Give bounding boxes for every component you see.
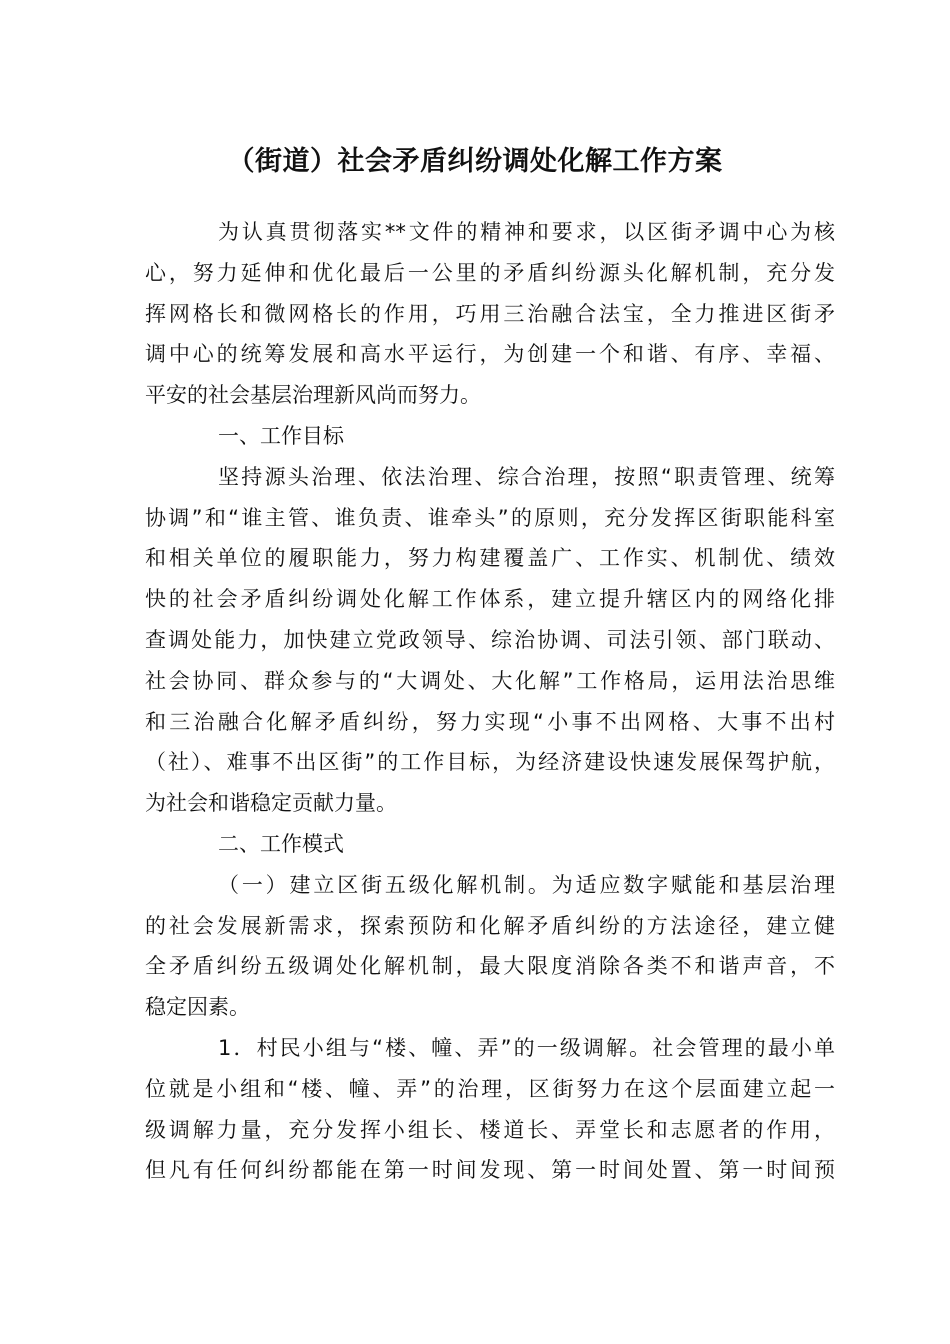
document-title: （街道）社会矛盾纠纷调处化解工作方案 [227, 146, 723, 177]
paragraph-line: 快的社会矛盾纠纷调处化解工作体系，建立提升辖区内的网络化排 [145, 587, 835, 612]
paragraph-line: 坚持源头治理、依法治理、综合治理，按照“职责管理、统筹 [218, 464, 835, 489]
paragraph-line: （社）、难事不出区街”的工作目标，为经济建设快速发展保驾护航， [145, 750, 835, 775]
paragraph-line: 协调”和“谁主管、谁负责、谁牵头”的原则，充分发挥区街职能科室 [145, 505, 835, 530]
paragraph-line: 查调处能力，加快建立党政领导、综治协调、司法引领、部门联动、 [145, 627, 835, 652]
paragraph-line: 稳定因素。 [145, 995, 250, 1020]
paragraph-line: 但凡有任何纠纷都能在第一时间发现、第一时间处置、第一时间预 [145, 1158, 835, 1183]
paragraph-line: 和三治融合化解矛盾纠纷，努力实现“小事不出网格、大事不出村 [145, 709, 835, 734]
paragraph-line: 社会协同、群众参与的“大调处、大化解”工作格局，运用法治思维 [145, 668, 835, 693]
paragraph-line: 挥网格长和微网格长的作用，巧用三治融合法宝，全力推进区街矛 [145, 301, 835, 326]
paragraph-line: 1．村民小组与“楼、幢、弄”的一级调解。社会管理的最小单 [218, 1035, 835, 1060]
paragraph-line: 级调解力量，充分发挥小组长、楼道长、弄堂长和志愿者的作用， [145, 1117, 835, 1142]
paragraph-line: 调中心的统筹发展和高水平运行，为创建一个和谐、有序、幸福、 [145, 342, 835, 367]
paragraph-line: 心，努力延伸和优化最后一公里的矛盾纠纷源头化解机制，充分发 [145, 260, 835, 285]
paragraph-line: 为认真贯彻落实**文件的精神和要求，以区街矛调中心为核 [218, 220, 835, 244]
paragraph-line: （一）建立区街五级化解机制。为适应数字赋能和基层治理 [218, 872, 835, 897]
document-body [145, 212, 835, 1191]
paragraph-line: 为社会和谐稳定贡献力量。 [145, 791, 397, 816]
paragraph-line: 位就是小组和“楼、幢、弄”的治理，区街努力在这个层面建立起一 [145, 1076, 835, 1101]
paragraph-line: 的社会发展新需求，探索预防和化解矛盾纠纷的方法途径，建立健 [145, 913, 835, 938]
paragraph-line: 平安的社会基层治理新风尚而努力。 [145, 383, 481, 408]
section-heading: 二、工作模式 [218, 831, 344, 856]
paragraph-line: 全矛盾纠纷五级调处化解机制，最大限度消除各类不和谐声音，不 [145, 954, 835, 979]
section-heading: 一、工作目标 [218, 423, 344, 448]
paragraph-line: 和相关单位的履职能力，努力构建覆盖广、工作实、机制优、绩效 [145, 546, 835, 571]
